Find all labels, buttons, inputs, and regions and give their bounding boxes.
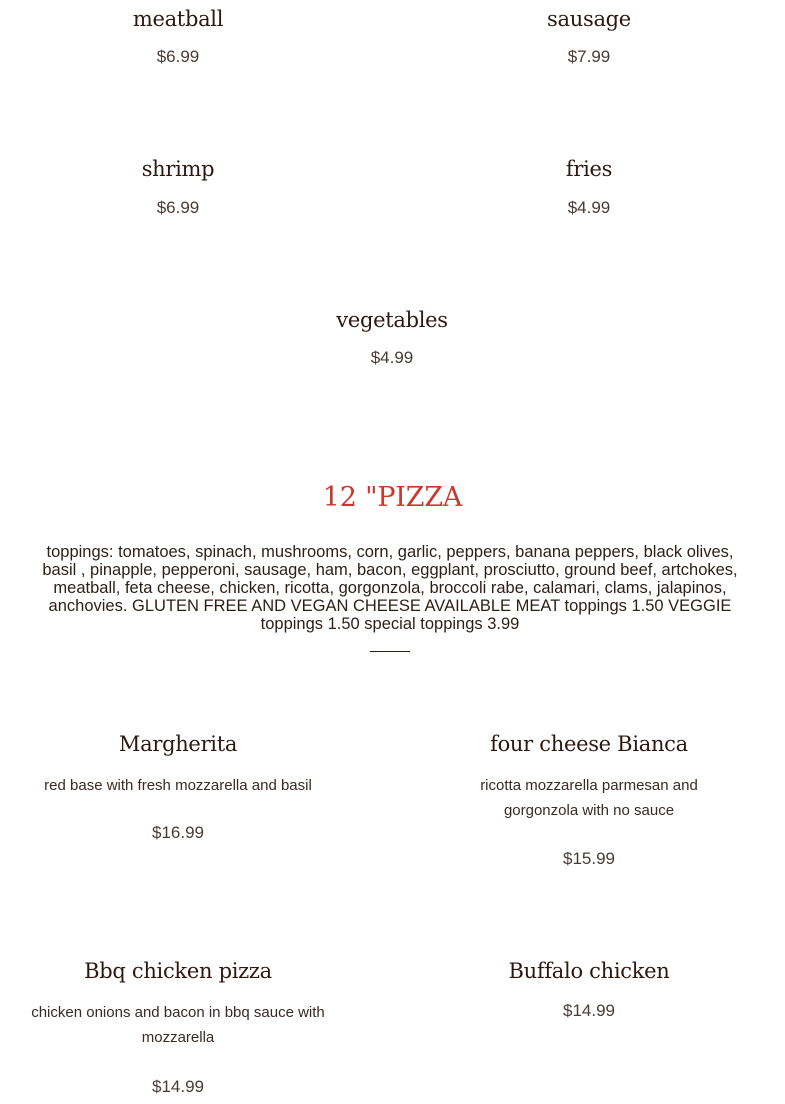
item-price: $16.99: [152, 823, 204, 842]
item-name: sausage: [547, 7, 631, 31]
menu-item-bbq-chicken-pizza: [28, 958, 328, 1098]
item-price: $15.99: [563, 849, 615, 868]
section-description: toppings: tomatoes, spinach, mushrooms, corn, garlic, peppers, banana peppers, black olives, basil , pinapple, pepperoni, sausage, ham, bacon, eggplant, prosciutto, ground beef, artchokes, meatball, feta cheese, chicken, ricotta, gorgonzola, broccoli rabe, calamari, clams, jalapinos, anchovies. GLUTEN FREE AND VEGAN CHEESE AVAILABLE MEAT toppings 1.50 VEGGIE toppings 1.50 special toppings 3.99: [42, 543, 738, 633]
item-name: fries: [565, 157, 613, 181]
item-name: Buffalo chicken: [508, 959, 670, 983]
menu-item-margherita: [28, 731, 328, 844]
item-name: meatball: [132, 7, 224, 31]
item-price: $6.99: [156, 198, 200, 217]
item-description: red base with fresh mozzarella and basil: [44, 777, 312, 794]
menu-item-shrimp: [48, 156, 308, 219]
menu-item-sausage: [459, 6, 719, 68]
item-name: Margherita: [118, 732, 238, 756]
item-description: chicken onions and bacon in bbq sauce with mozzarella: [31, 1004, 325, 1046]
item-price: $6.99: [156, 47, 200, 66]
item-price: $14.99: [563, 1001, 615, 1020]
menu-item-fries: [459, 156, 719, 219]
section-title: 12 "PIZZA: [322, 482, 463, 513]
item-price: $4.99: [370, 348, 414, 367]
item-price: $7.99: [567, 47, 611, 66]
item-name: vegetables: [336, 308, 448, 332]
menu-item-meatball: [48, 6, 308, 68]
item-price: $14.99: [152, 1077, 204, 1096]
item-name: four cheese Bianca: [490, 732, 688, 756]
item-name: Bbq chicken pizza: [84, 959, 272, 983]
section-divider: [370, 651, 410, 652]
item-description: ricotta mozzarella parmesan and gorgonzola with no sauce: [480, 777, 698, 819]
menu-item-vegetables: [262, 307, 522, 369]
menu-item-buffalo-chicken: [459, 958, 719, 1022]
item-name: shrimp: [141, 157, 215, 181]
item-price: $4.99: [567, 198, 611, 217]
menu-item-four-cheese-bianca: [449, 731, 729, 870]
